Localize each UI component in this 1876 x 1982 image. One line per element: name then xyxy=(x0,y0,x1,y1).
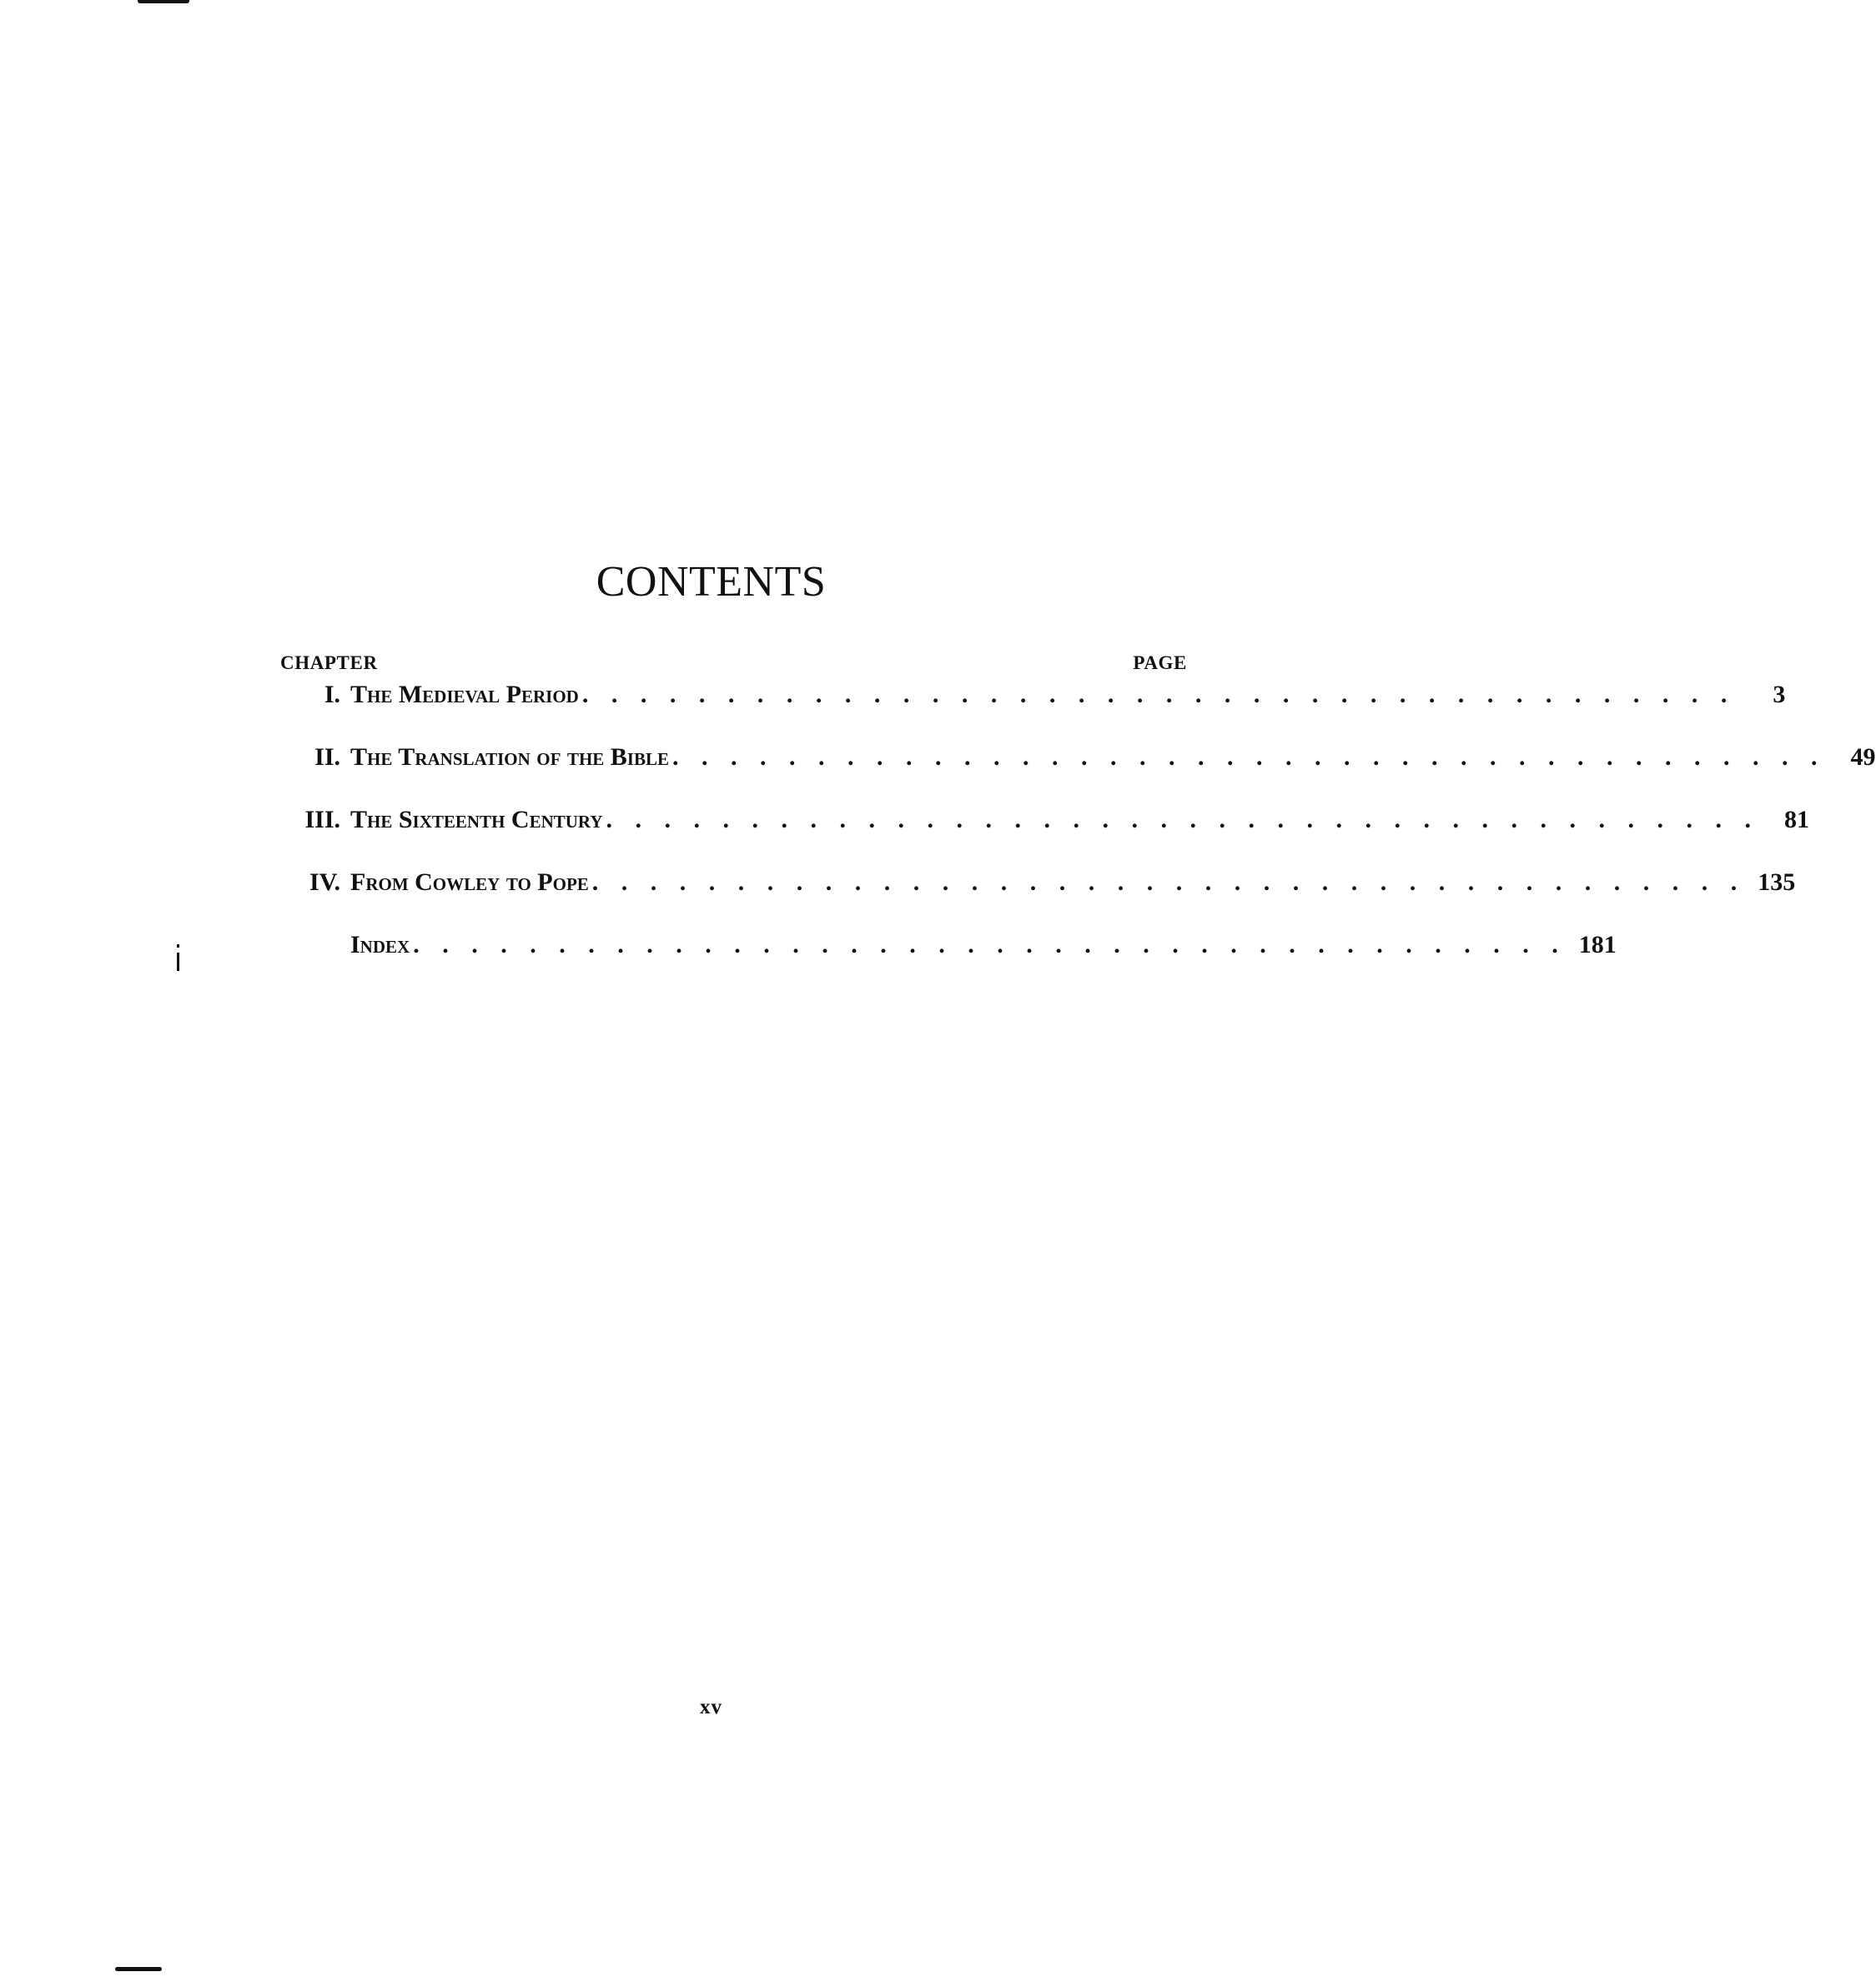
column-header-page: PAGE xyxy=(1133,652,1187,673)
page-number: 135 xyxy=(1758,868,1796,896)
toc-entry[interactable] xyxy=(280,681,1786,745)
scan-mark-bottom xyxy=(115,1967,162,1971)
chapter-title: The Medieval Period xyxy=(350,681,579,708)
dot-leader: . . . . . . . . . . . . . . . . . . . . . . . . . . . . . . . . . . . . . . . . xyxy=(672,743,1826,771)
toc-entry[interactable] xyxy=(280,868,1796,933)
scan-mark-top xyxy=(138,0,189,3)
chapter-number: IV. xyxy=(309,868,340,896)
chapter-number: I. xyxy=(324,681,340,708)
scan-mark-left-bar xyxy=(177,953,179,971)
page-folio: xv xyxy=(700,1696,722,1718)
column-header-chapter: CHAPTER xyxy=(280,652,378,673)
chapter-title: The Translation of the Bible xyxy=(350,743,670,771)
page-number: 3 xyxy=(1773,681,1786,708)
page-number: 49 xyxy=(1850,743,1876,771)
dot-leader: . . . . . . . . . . . . . . . . . . . . . . . . . . . . . . . . . . . . . . . . xyxy=(606,806,1760,833)
toc-entry[interactable] xyxy=(280,931,1617,995)
toc-entry[interactable] xyxy=(280,743,1876,807)
chapter-title: From Cowley to Pope xyxy=(350,868,589,896)
scan-mark-left-dot xyxy=(177,944,179,948)
dot-leader: . . . . . . . . . . . . . . . . . . . . . . . . . . . . . . . . . . . . . . . . xyxy=(581,681,1736,708)
table-of-contents xyxy=(280,681,1876,995)
dot-leader: . . . . . . . . . . . . . . . . . . . . . . . . . . . . . . . . . . . . . . . . xyxy=(413,931,1567,958)
chapter-number: III. xyxy=(304,806,340,833)
toc-entry[interactable] xyxy=(280,806,1810,870)
page-number: 81 xyxy=(1784,806,1810,833)
chapter-title: The Sixteenth Century xyxy=(350,806,603,833)
chapter-number: II. xyxy=(314,743,340,771)
page-title: CONTENTS xyxy=(596,558,827,606)
page-number: 181 xyxy=(1578,931,1617,958)
dot-leader: . . . . . . . . . . . . . . . . . . . . . . . . . . . . . . . . . . . . . . . . xyxy=(591,868,1746,896)
chapter-title: Index xyxy=(350,931,410,958)
